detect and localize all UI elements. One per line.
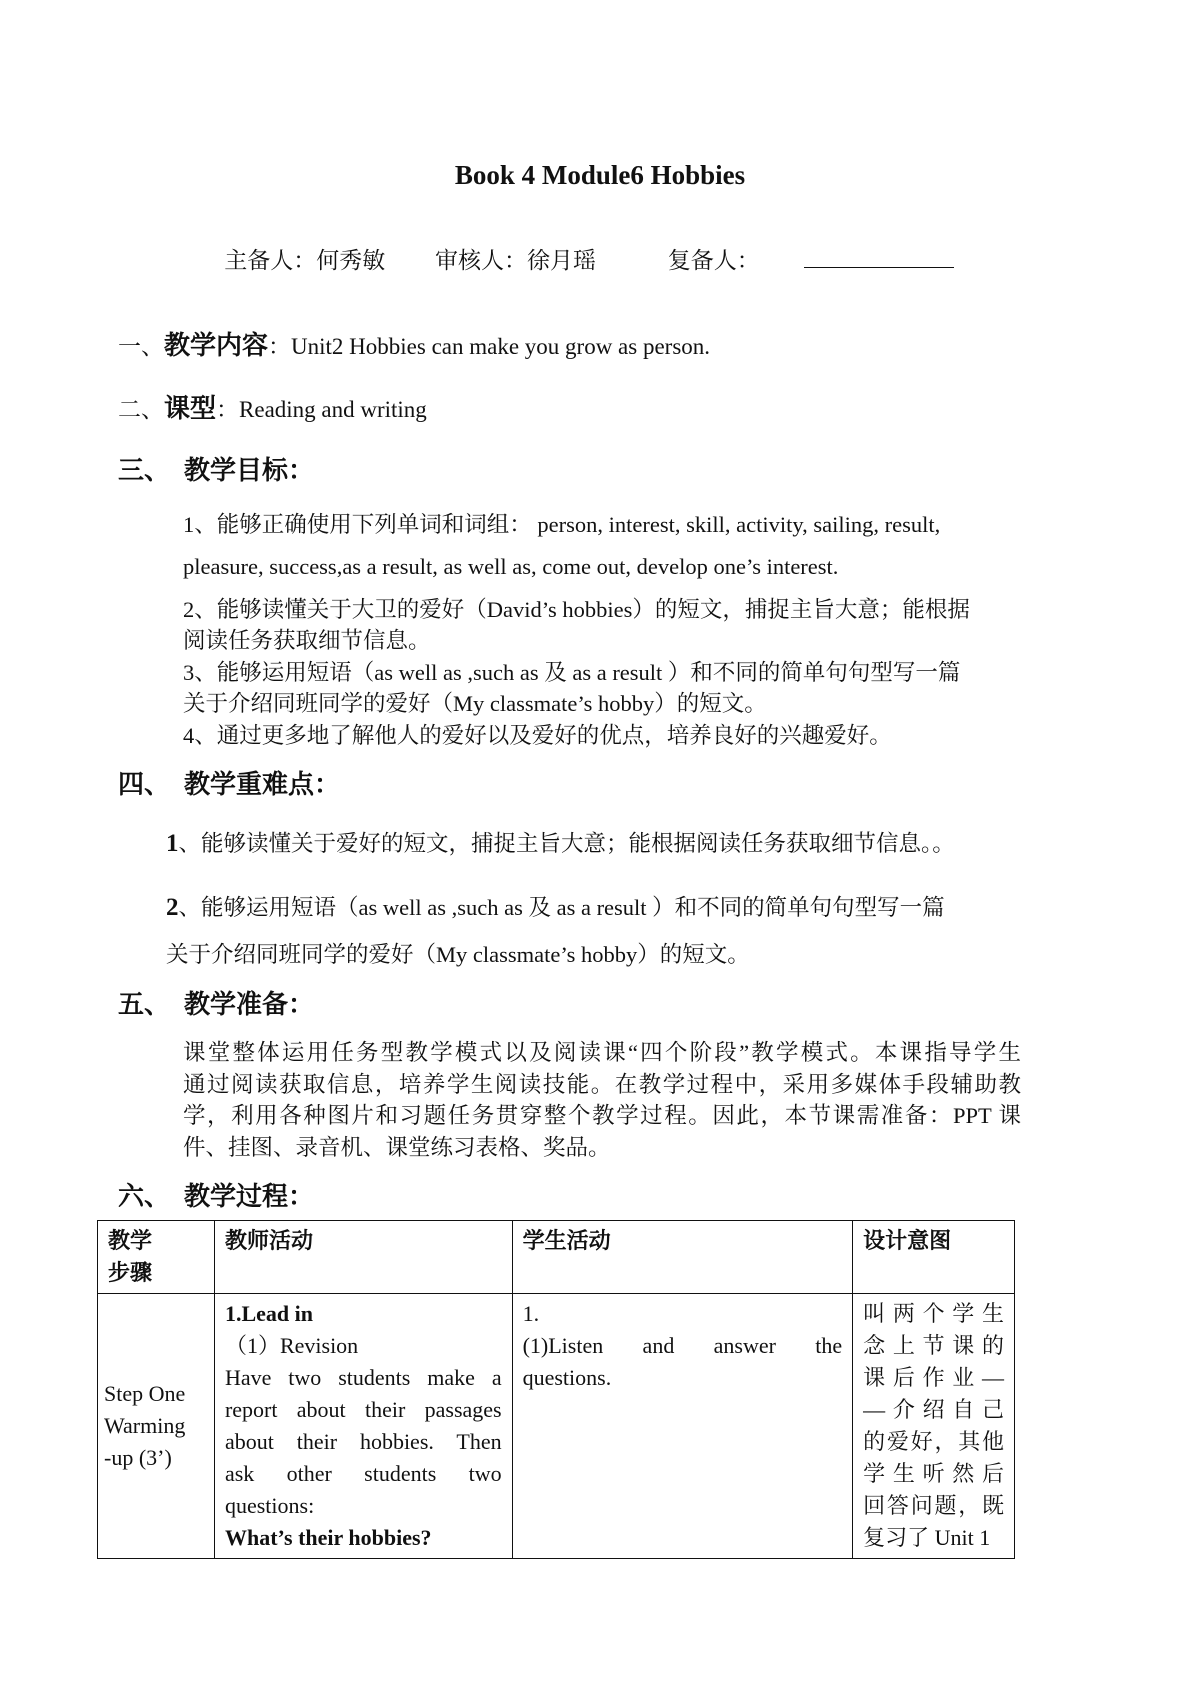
header-teacher: 教师活动	[214, 1221, 512, 1294]
section-colon: ：	[268, 334, 292, 359]
section-heading: 教学目标：	[184, 456, 315, 485]
design-line: —介绍自己	[863, 1397, 1004, 1422]
section-colon: ：	[216, 397, 240, 422]
section-process-heading	[118, 1176, 314, 1213]
student-line: questions.	[522, 1365, 612, 1390]
step-line: Step One	[104, 1381, 186, 1406]
teacher-subtitle: （1）Revision	[224, 1333, 359, 1358]
student-number: 1.	[522, 1301, 540, 1326]
section-number: 四、	[118, 770, 171, 799]
design-line: 回答问题，既	[863, 1493, 1004, 1518]
objective-line: 4、通过更多地了解他人的爱好以及爱好的优点，培养良好的兴趣爱好。	[183, 723, 892, 748]
design-line: 叫两个学生	[863, 1301, 1004, 1326]
preparation-line: 学，利用各种图片和习题任务贯穿整个教学过程。因此，本节课需准备：PPT 课	[183, 1103, 1021, 1128]
objective-line: 3、能够运用短语（as well as ,such as 及 as a result ）和不同的简单句句型写一篇	[183, 660, 961, 685]
preparation-line: 课堂整体运用任务型教学模式以及阅读课“四个阶段”教学模式。本课指导学生	[183, 1040, 1021, 1065]
key-point-text: 、能够运用短语（as well as ,such as 及 as a result ）和不同的简单句句型写一篇	[178, 895, 945, 920]
teacher-line: report about their passages	[224, 1397, 502, 1422]
header-step-line: 步骤	[108, 1260, 153, 1285]
step-cell	[98, 1294, 215, 1559]
key-point-number: 1	[166, 830, 179, 857]
key-point-number: 2	[166, 894, 179, 921]
table-header-row	[98, 1221, 1015, 1294]
page-title: Book 4 Module6 Hobbies	[454, 160, 746, 190]
section-heading: 教学准备：	[184, 990, 315, 1019]
section-heading: 课型	[164, 394, 217, 423]
process-table	[97, 1220, 1015, 1559]
design-line: 学生听然后	[863, 1461, 1004, 1486]
design-line: 复习了 Unit 1	[863, 1525, 991, 1550]
section-number: 三、	[118, 456, 171, 485]
lead-preparer: 主备人：何秀敏	[224, 248, 386, 273]
section-content	[118, 325, 710, 362]
section-key-points-heading	[118, 764, 340, 801]
step-line: Warming	[104, 1413, 186, 1438]
teacher-cell	[214, 1294, 512, 1559]
preparation-line: 通过阅读获取信息，培养学生阅读技能。在教学过程中，采用多媒体手段辅助教	[183, 1072, 1021, 1097]
section-heading: 教学重难点：	[184, 770, 341, 799]
key-point-line	[166, 826, 955, 858]
design-line: 课后作业—	[863, 1365, 1004, 1390]
teacher-line: Have two students make a	[224, 1365, 502, 1390]
section-prefix: 二、	[118, 397, 164, 422]
teacher-question: What’s their hobbies?	[224, 1525, 432, 1550]
reviewer: 审核人：徐月瑶	[435, 248, 596, 273]
objective-line: pleasure, success,as a result, as well as, come out, develop one’s interest.	[183, 554, 839, 579]
objective-line: 1、能够正确使用下列单词和词组： person, interest, skill, activity, sailing, result,	[183, 512, 941, 537]
teacher-line: questions:	[224, 1493, 315, 1518]
design-line: 念上节课的	[863, 1333, 1004, 1358]
section-number: 六、	[118, 1182, 171, 1211]
key-point-line	[166, 890, 945, 922]
teacher-title: 1.Lead in	[224, 1301, 313, 1326]
objective-line: 关于介绍同班同学的爱好（My classmate’s hobby）的短文。	[183, 691, 767, 716]
header-design: 设计意图	[853, 1221, 1015, 1294]
table-row	[98, 1294, 1015, 1559]
objective-line: 2、能够读懂关于大卫的爱好（David’s hobbies）的短文，捕捉主旨大意；能根据	[183, 597, 970, 622]
section-heading: 教学过程：	[184, 1182, 315, 1211]
section-preparation-heading	[118, 984, 314, 1021]
header-student: 学生活动	[512, 1221, 853, 1294]
section-objectives-heading	[118, 450, 314, 487]
step-line: -up (3’)	[104, 1445, 172, 1470]
student-cell	[512, 1294, 853, 1559]
design-line: 的爱好，其他	[863, 1429, 1004, 1454]
preparation-line: 件、挂图、录音机、课堂练习表格、奖品。	[183, 1135, 611, 1160]
section-number: 五、	[118, 990, 171, 1019]
co-preparer-blank	[804, 247, 954, 268]
section-text: Reading and writing	[239, 397, 427, 422]
student-line: (1)Listen and answer the	[522, 1333, 843, 1358]
design-cell	[853, 1294, 1015, 1559]
teacher-line: ask other students two	[224, 1461, 502, 1486]
key-point-continuation: 关于介绍同班同学的爱好（My classmate’s hobby）的短文。	[166, 942, 750, 967]
header-step-line: 教学	[108, 1228, 153, 1253]
section-prefix: 一、	[118, 334, 164, 359]
section-heading: 教学内容	[164, 331, 269, 360]
section-lesson-type	[118, 388, 427, 425]
section-text: Unit2 Hobbies can make you grow as person.	[291, 334, 711, 359]
header-step	[98, 1221, 215, 1294]
teacher-line: about their hobbies. Then	[224, 1429, 502, 1454]
objective-line: 阅读任务获取细节信息。	[183, 628, 431, 653]
preparer-line	[0, 242, 1200, 275]
key-point-text: 、能够读懂关于爱好的短文，捕捉主旨大意；能根据阅读任务获取细节信息。。	[178, 831, 955, 856]
co-preparer-label: 复备人：	[667, 248, 760, 273]
